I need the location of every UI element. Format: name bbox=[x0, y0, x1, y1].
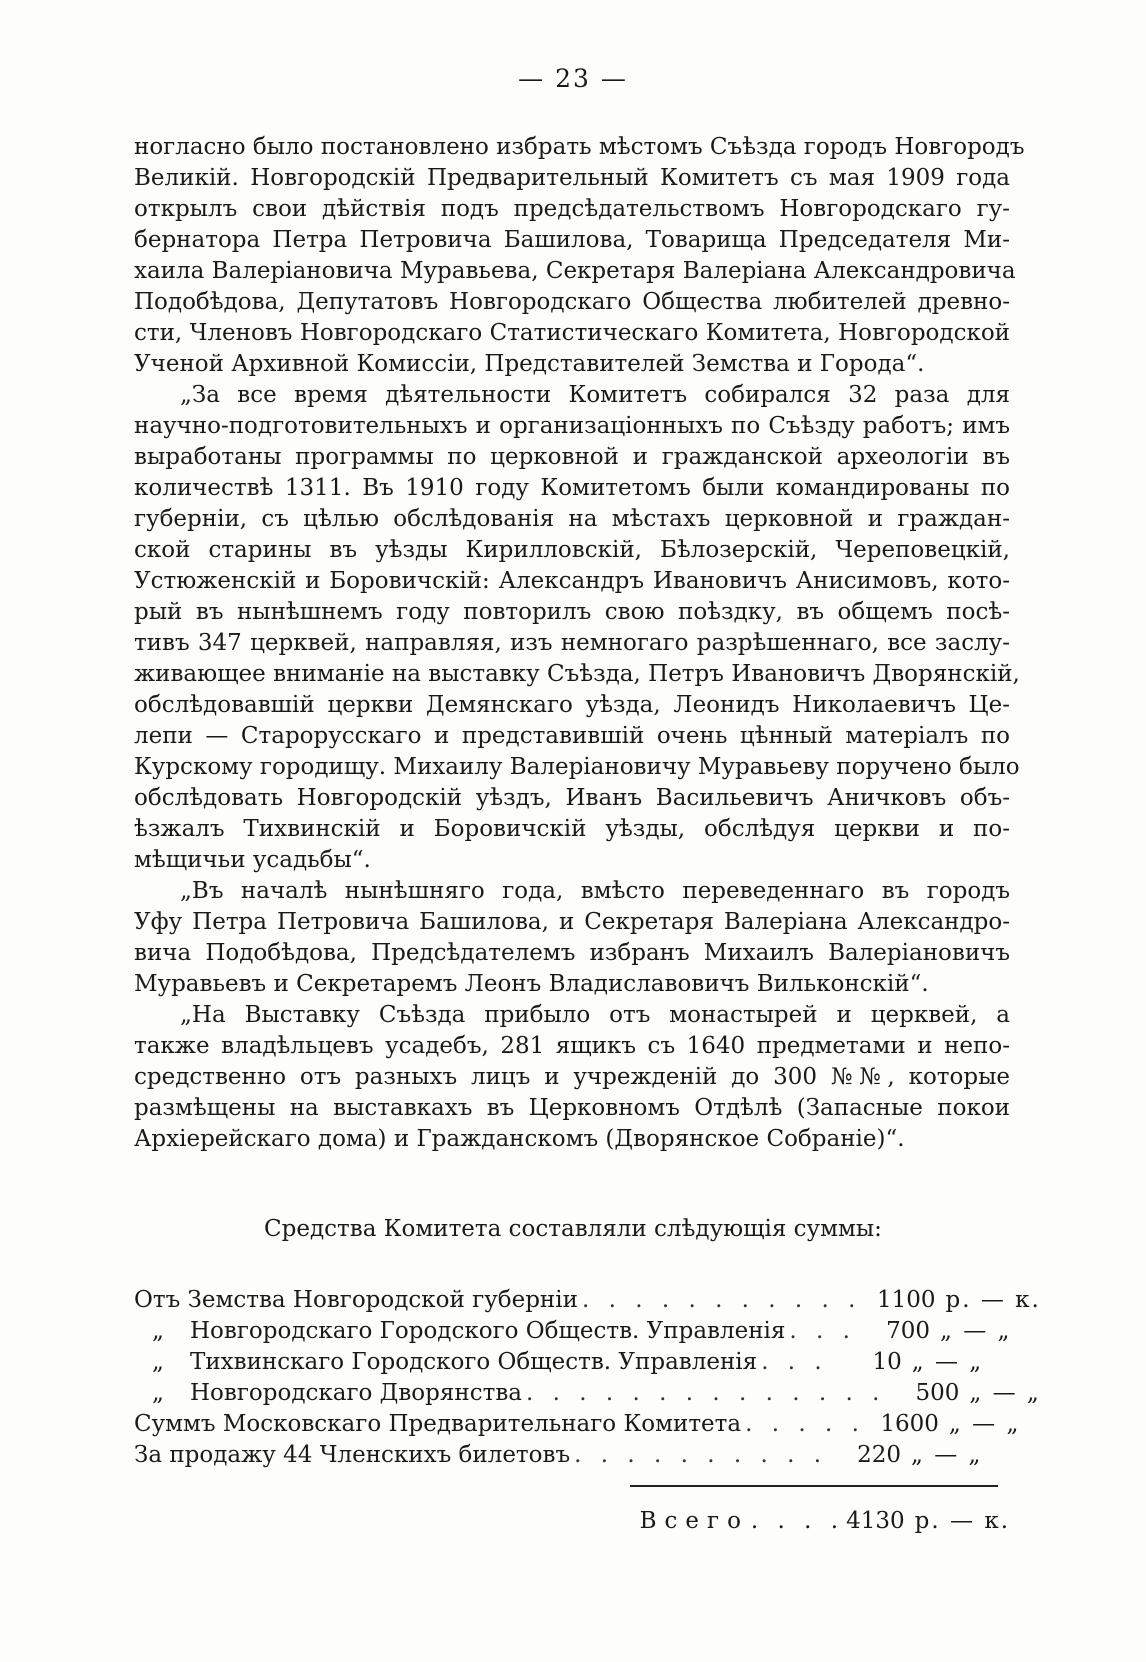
text-line: Курскому городищу. Михаилу Валеріановичу Муравьеву поручено было bbox=[134, 754, 1020, 780]
funds-currency: „ — „ bbox=[969, 1380, 1041, 1406]
leader-dots: . . . . . . . . . . . bbox=[581, 1287, 862, 1313]
text-line: ногласно было постановлено избрать мѣстомъ Съѣзда городъ Новгородъ bbox=[134, 134, 1025, 160]
text-line: „Въ началѣ нынѣшняго года, вмѣсто переведеннаго въ городъ bbox=[180, 878, 1010, 904]
funds-amount: 500 bbox=[915, 1380, 960, 1406]
text-line: „На Выставку Съѣзда прибыло отъ монастырей и церквей, а bbox=[180, 1002, 1010, 1028]
text-line: Архіерейскаго дома) и Гражданскомъ (Дворянское Собраніе)“. bbox=[134, 1126, 905, 1152]
funds-currency: „ — „ bbox=[911, 1442, 983, 1468]
text-line: ѣзжалъ Тихвинскій и Боровичскій уѣзды, обслѣдуя церкви и по- bbox=[134, 816, 1010, 842]
funds-source bbox=[134, 1440, 570, 1471]
paragraph bbox=[134, 132, 1025, 380]
funds-source bbox=[134, 1347, 757, 1378]
text-line: Великій. Новгородскій Предварительный Комитетъ съ мая 1909 года bbox=[134, 165, 1010, 191]
ditto-mark: „ bbox=[152, 1349, 164, 1375]
text-line: сти, Членовъ Новгородскаго Статистическаго Комитета, Новгородской bbox=[134, 320, 1010, 346]
paragraph bbox=[134, 380, 1020, 876]
funds-row bbox=[134, 1285, 1041, 1316]
funds-heading: Средства Комитета составляли слѣдующія суммы: bbox=[264, 1216, 882, 1242]
funds-source-text: Суммъ Московскаго Предварительнаго Комитета bbox=[134, 1411, 742, 1437]
text-line: лепи — Старорусскаго и представившій очень цѣнный матеріалъ по bbox=[134, 723, 1010, 749]
total-label: Всего bbox=[639, 1508, 749, 1534]
funds-currency: „ — „ bbox=[948, 1411, 1021, 1437]
funds-source-text: Новгородскаго Городского Обществ. Управленія bbox=[190, 1318, 786, 1344]
text-line: хаила Валеріановича Муравьева, Секретаря Валеріана Александровича bbox=[134, 258, 1016, 284]
funds-total-row bbox=[134, 1506, 1010, 1537]
text-line: также владѣльцевъ усадебъ, 281 ящикъ съ 1640 предметами и непо- bbox=[134, 1033, 1010, 1059]
funds-source bbox=[134, 1316, 785, 1347]
funds-row bbox=[134, 1409, 1021, 1440]
text-line: количествѣ 1311. Въ 1910 году Комитетомъ были командированы по bbox=[134, 475, 1010, 501]
text-line: средственно отъ разныхъ лицъ и учрежденій до 300 №№, которые bbox=[134, 1064, 1010, 1090]
paragraph bbox=[134, 876, 1010, 1000]
text-line: обслѣдовавшій церкви Демянскаго уѣзда, Леонидъ Николаевичъ Це- bbox=[134, 692, 1010, 718]
text-line: мѣщичьи усадьбы“. bbox=[134, 847, 371, 873]
funds-currency: „ — „ bbox=[911, 1349, 984, 1375]
total-amount: 4130 bbox=[846, 1508, 905, 1534]
leader-dots: . . . bbox=[761, 1349, 828, 1375]
funds-amount: 1100 bbox=[876, 1287, 936, 1313]
text-line: вича Подобѣдова, Предсѣдателемъ избранъ Михаилъ Валеріановичъ bbox=[134, 940, 1010, 966]
text-line: губерніи, съ цѣлью обслѣдованія на мѣстахъ церковной и граждан- bbox=[134, 506, 1010, 532]
paragraph bbox=[134, 1000, 1010, 1155]
text-line: рый въ нынѣшнемъ году повторилъ свою поѣздку, въ общемъ посѣ- bbox=[134, 599, 1010, 625]
funds-amount: 220 bbox=[857, 1442, 902, 1468]
text-line: Ученой Архивной Комиссіи, Представителей Земства и Города“. bbox=[134, 351, 925, 377]
funds-source bbox=[134, 1378, 522, 1409]
ditto-mark: „ bbox=[152, 1318, 164, 1344]
leader-dots: . . . bbox=[789, 1318, 856, 1344]
funds-row bbox=[134, 1316, 1010, 1347]
text-line: ской старины въ уѣзды Кирилловскій, Бѣлозерскій, Череповецкій, bbox=[134, 537, 1010, 563]
page-number: — 23 — bbox=[518, 64, 628, 93]
sum-rule bbox=[630, 1485, 998, 1487]
text-line: обслѣдовать Новгородскій уѣздъ, Иванъ Васильевичъ Аничковъ объ- bbox=[134, 785, 1010, 811]
text-line: Устюженскій и Боровичскій: Александръ Ивановичъ Анисимовъ, кото- bbox=[134, 568, 1010, 594]
text-line: открылъ свои дѣйствія подъ предсѣдательствомъ Новгородскаго гу- bbox=[134, 196, 1010, 222]
leader-dots: . . . . . . . . . . bbox=[574, 1442, 828, 1468]
funds-amount: 1600 bbox=[880, 1411, 939, 1437]
text-line: размѣщены на выставкахъ въ Церковномъ Отдѣлѣ (Запасные покои bbox=[134, 1095, 1010, 1121]
funds-source-text: Тихвинскаго Городского Обществ. Управленія bbox=[190, 1349, 758, 1375]
ditto-mark: „ bbox=[152, 1380, 164, 1406]
text-line: Уфу Петра Петровича Башилова, и Секретаря Валеріана Александро- bbox=[134, 909, 1010, 935]
body-text bbox=[134, 132, 1025, 1155]
funds-source-text: За продажу 44 Членскихъ билетовъ bbox=[134, 1442, 571, 1468]
funds-amount: 10 bbox=[872, 1349, 902, 1375]
total-leader-dots: . . . . bbox=[750, 1508, 845, 1534]
text-line: выработаны программы по церковной и гражданской археологіи въ bbox=[134, 444, 1010, 470]
text-line: бернатора Петра Петровича Башилова, Товарища Председателя Ми- bbox=[134, 227, 1010, 253]
leader-dots: . . . . . bbox=[745, 1411, 865, 1437]
leader-dots: . . . . . . . . . . . . . . bbox=[525, 1380, 886, 1406]
funds-source-text: Новгородскаго Дворянства bbox=[190, 1380, 522, 1406]
funds-currency: „ — „ bbox=[939, 1318, 1012, 1344]
funds-row bbox=[134, 1347, 1010, 1378]
funds-source-text: Отъ Земства Новгородской губерніи bbox=[134, 1287, 578, 1313]
funds-row bbox=[134, 1440, 1010, 1471]
total-currency: р. — к. bbox=[914, 1508, 1010, 1534]
funds-row bbox=[134, 1378, 1041, 1409]
text-line: Муравьевъ и Секретаремъ Леонъ Владиславовичъ Вильконскій“. bbox=[134, 971, 929, 997]
text-line: научно-подготовительныхъ и организаціонныхъ по Съѣзду работъ; имъ bbox=[134, 413, 1010, 439]
funds-amount: 700 bbox=[886, 1318, 930, 1344]
text-line: Подобѣдова, Депутатовъ Новгородскаго Общества любителей древно- bbox=[134, 289, 1010, 315]
text-line: „За все время дѣятельности Комитетъ собирался 32 раза для bbox=[180, 382, 1010, 408]
funds-source bbox=[134, 1285, 578, 1316]
funds-currency: р. — к. bbox=[945, 1287, 1041, 1313]
text-line: тивъ 347 церквей, направляя, изъ немногаго разрѣшеннаго, все заслу- bbox=[134, 630, 1010, 656]
funds-source bbox=[134, 1409, 741, 1440]
funds-table bbox=[134, 1285, 1041, 1471]
text-line: живающее вниманіе на выставку Съѣзда, Петръ Ивановичъ Дворянскій, bbox=[134, 661, 1020, 687]
